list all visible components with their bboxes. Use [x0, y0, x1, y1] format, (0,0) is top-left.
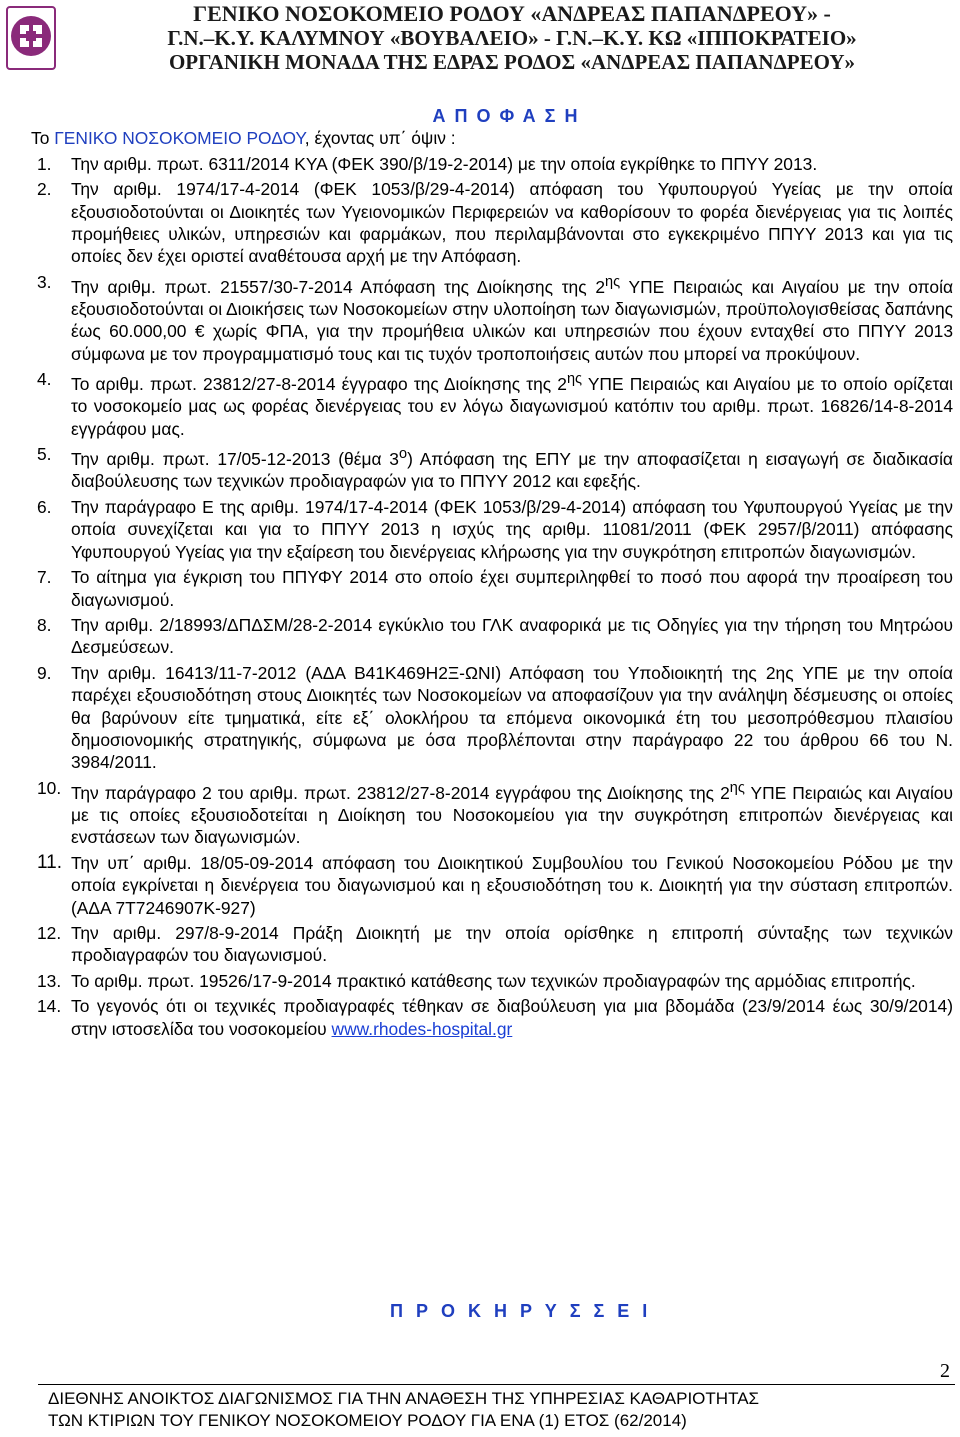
decision-body	[31, 105, 954, 1040]
footer-line-2: ΤΩΝ ΚΤΙΡΙΩΝ ΤΟΥ ΓΕΝΙΚΟΥ ΝΟΣΟΚΟΜΕΙΟΥ ΡΟΔΟΥ ΓΙΑ ΕΝΑ (1) ΕΤΟΣ (62/2014)	[48, 1411, 687, 1430]
list-item-text: Την αριθμ. 16413/11-7-2012 (ΑΔΑ Β41Κ469Η2Ξ-ΩΝΙ) Απόφαση του Υποδιοικητή της 2ης ΥΠΕ με την οποία παρέχει εξουσιοδότηση στους Διοικητές των Νοσοκομείων να αποφασίζουν για την ανάληψη δέσμευσης οι οποίες θα βαρύνουν είτε τμηματικά, είτε εξ΄ ολοκλήρου τα επόμενα οικονομικά έτη του μεσοπρόθεσμου πλαισίου δημοσιονομικής στρατηγικής, σύμφωνα με όσα προβλέπονται στην παράγραφο 22 του άρθρου 66 του Ν. 3984/2011.	[71, 662, 953, 773]
list-item-text: Την υπ΄ αριθμ. 18/05-09-2014 απόφαση του Διοικητικού Συμβουλίου του Γενικού Νοσοκομείου Ρόδου με την οποία εγκρίνεται η διενέργεια του διαγωνισμού και η εξουσιοδότηση του κ. Διοικητή για την σύσταση επιτροπών. (ΑΔΑ 7Τ7246907Κ-927)	[71, 852, 953, 918]
list-item	[37, 443, 953, 493]
list-item	[37, 614, 953, 659]
hospital-logo-icon	[6, 6, 56, 70]
intro-hospital: ΓΕΝΙΚΟ ΝΟΣΟΚΟΜΕΙΟ ΡΟΔΟΥ	[54, 128, 305, 149]
list-item-number: 3.	[37, 271, 52, 292]
list-item-number: 13.	[37, 970, 62, 991]
decision-title: Α Π Ο Φ Α Σ Η	[432, 106, 580, 126]
list-item-text: Το αίτημα για έγκριση του ΠΠΥΦΥ 2014 στο οποίο έχει συμπεριληφθεί το ποσό που αφορά την προαίρεση του διαγωνισμού.	[71, 567, 953, 610]
list-item	[37, 271, 953, 365]
list-item-number: 9.	[37, 662, 52, 683]
list-item	[37, 662, 953, 774]
list-item-number: 4.	[37, 369, 52, 390]
list-item	[37, 368, 953, 440]
list-item-number: 1.	[37, 153, 52, 174]
list-item-text	[71, 777, 953, 849]
proclamation-heading: Π Ρ Ο Κ Η Ρ Υ Σ Σ Ε Ι	[390, 1301, 652, 1321]
header-line-3: ΟΡΓΑΝΙΚΗ ΜΟΝΑΔΑ ΤΗΣ ΕΔΡΑΣ ΡΟΔΟΣ «ΑΝΔΡΕΑΣ ΠΑΠΑΝΔΡΕΟΥ»	[168, 50, 856, 74]
list-item-number: 8.	[37, 614, 52, 635]
document-footer	[48, 1388, 948, 1432]
superscript: ης	[729, 779, 745, 796]
list-item-number: 10.	[37, 777, 62, 798]
document-header	[0, 0, 960, 82]
list-item	[37, 777, 953, 849]
list-item-text-a: Την αριθμ. πρωτ. 21557/30-7-2014 Απόφαση της Διοίκησης της 2	[71, 276, 606, 297]
list-item-number: 5.	[37, 444, 52, 465]
list-item	[37, 970, 953, 992]
list-item-text-b: ΥΠΕ Πειραιώς και Αιγαίου με το οποίο ορίζεται το νοσοκομείο μας ως φορέας διενέργειας του εν λόγω διαγωνισμού κατόπιν του αριθμ. πρωτ. 16826/14-8-2014 εγγράφου μας.	[71, 374, 953, 439]
list-item-text	[71, 368, 953, 440]
list-item	[37, 922, 953, 967]
list-item-text: Την αριθμ. 1974/17-4-2014 (ΦΕΚ 1053/β/29-4-2014) απόφαση του Υφυπουργού Υγείας με την οποία εξουσιοδοτούνται οι Διοικητές των Υγειονομικών Περιφερειών να καθορίσουν το φορέα διενέργειας για τις λοιπές προμήθειες υλικών, υπηρεσιών και φαρμάκων, που περιλαμβάνονται στο εγκεκριμένο ΠΠΥΥ 2013 και για τις οποίες δεν έχει οριστεί αναθέτουσα αρχή με την Απόφαση.	[71, 179, 953, 267]
list-item-number: 14.	[37, 996, 62, 1017]
list-item-text-b: ΥΠΕ Πειραιώς και Αιγαίου με τις οποίες εξουσιοδοτείται η Διοίκηση του Νοσοκομείου για την συγκρότηση επιτροπών διενέργειας και ενστάσεων των διαγωνισμών.	[71, 782, 953, 848]
hospital-website-link[interactable]: www.rhodes-hospital.gr	[331, 1018, 513, 1039]
superscript: ο	[398, 446, 408, 463]
superscript: ης	[566, 371, 582, 388]
list-item-text-a: Την αριθμ. πρωτ. 17/05-12-2013 (θέμα 3	[71, 449, 399, 470]
list-item	[37, 178, 953, 268]
list-item-text-b: ) Απόφαση της ΕΠΥ με την αποφασίζεται η εισαγωγή σε διαδικασία διαβούλευσης των τεχνικών προδιαγραφών για το ΠΠΥΥ 2012 και εφεξής.	[71, 449, 953, 492]
list-item	[37, 995, 953, 1040]
header-line-2: Γ.Ν.–Κ.Υ. ΚΑΛΥΜΝΟΥ «ΒΟΥΒΑΛΕΙΟ» - Γ.Ν.–Κ.Υ. ΚΩ «ΙΠΠΟΚΡΑΤΕΙΟ»	[167, 26, 857, 50]
list-item-number: 2.	[37, 179, 52, 200]
list-item-text-b: ΥΠΕ Πειραιώς και Αιγαίου με την οποία εξουσιοδοτούνται οι Διοικήσεις των Νοσοκομείων στην υλοποίηση των διαγωνισμών, προϋπολογισθείσας δαπάνης έως 60.000,00 € χωρίς ΦΠΑ, για την προμήθεια υλικών και υπηρεσιών που έχουν ενταχθεί στο ΠΠΥΥ 2013 σύμφωνα με τον προγραμματισμό τους και τις τυχόν τροποποιήσεις αυτών που μπορεί να προκύψουν.	[71, 276, 954, 364]
footer-divider	[38, 1384, 955, 1385]
list-item-text: Το αριθμ. πρωτ. 19526/17-9-2014 πρακτικό κατάθεσης των τεχνικών προδιαγραφών της αρμόδιας επιτροπής.	[71, 970, 916, 991]
header-line-1: ΓΕΝΙΚΟ ΝΟΣΟΚΟΜΕΙΟ ΡΟΔΟΥ «ΑΝΔΡΕΑΣ ΠΑΠΑΝΔΡΕΟΥ» -	[193, 1, 831, 26]
list-item-text-a: Το γεγονός ότι οι τεχνικές προδιαγραφές τέθηκαν σε διαβούλευση για μια βδομάδα (23/9/2014 έως 30/9/2014) στην ιστοσελίδα του νοσοκομείου	[71, 996, 953, 1039]
footer-line-1: ΔΙΕΘΝΗΣ ΑΝΟΙΚΤΟΣ ΔΙΑΓΩΝΙΣΜΟΣ ΓΙΑ ΤΗΝ ΑΝΑΘΕΣΗ ΤΗΣ ΥΠΗΡΕΣΙΑΣ ΚΑΘΑΡΙΟΤΗΤΑΣ	[48, 1389, 760, 1408]
list-item-number: 7.	[37, 567, 52, 588]
list-item-text	[71, 443, 953, 493]
list-item	[37, 153, 953, 175]
list-item-text: Την αριθμ. 297/8-9-2014 Πράξη Διοικητή με την οποία ορίσθηκε η επιτροπή σύνταξης των τεχνικών προδιαγραφών του διαγωνισμού.	[71, 923, 953, 966]
list-item-text: Την αριθμ. πρωτ. 6311/2014 ΚΥΑ (ΦΕΚ 390/β/19-2-2014) με την οποία εγκρίθηκε το ΠΠΥΥ 2013.	[71, 153, 818, 174]
intro-suffix: , έχοντας υπ΄ όψιν :	[304, 128, 456, 149]
list-item	[37, 566, 953, 611]
list-item-text: Την παράγραφο Ε της αριθμ. 1974/17-4-2014 (ΦΕΚ 1053/β/29-4-2014) απόφαση του Υφυπουργού Υγείας με την οποία συνεχίζεται και για το ΠΠΥΥ 2013 η ισχύς της αριθμ. 11081/2011 (ΦΕΚ 2957/β/2011) απόφασης Υφυπουργού Υγείας για την εξαίρεση του διενέργειας κλήρωσης για την συγκρότηση επιτροπών διαγωνισμών.	[71, 496, 953, 562]
list-item-number: 11.	[37, 851, 63, 873]
list-item	[37, 496, 953, 563]
list-item-text	[71, 995, 953, 1040]
intro-line	[31, 127, 953, 149]
list-item-text	[71, 271, 953, 365]
superscript: ης	[605, 273, 621, 290]
list-item-number: 6.	[37, 496, 52, 517]
list-item-text-a: Το αριθμ. πρωτ. 23812/27-8-2014 έγγραφο της Διοίκησης της 2	[71, 374, 567, 395]
list-item-text-a: Την παράγραφο 2 του αριθμ. πρωτ. 23812/27-8-2014 εγγράφου της Διοίκησης της 2	[71, 782, 730, 803]
list-item-text: Την αριθμ. 2/18993/ΔΠΔΣΜ/28-2-2014 εγκύκλιο του ΓΛΚ αναφορικά με τις Οδηγίες για την τήρηση του Μητρώου Δεσμεύσεων.	[71, 614, 953, 658]
page-number: 2	[940, 1360, 950, 1382]
list-item-number: 12.	[37, 923, 62, 943]
list-item	[37, 852, 953, 919]
intro-prefix: Το	[31, 128, 55, 149]
